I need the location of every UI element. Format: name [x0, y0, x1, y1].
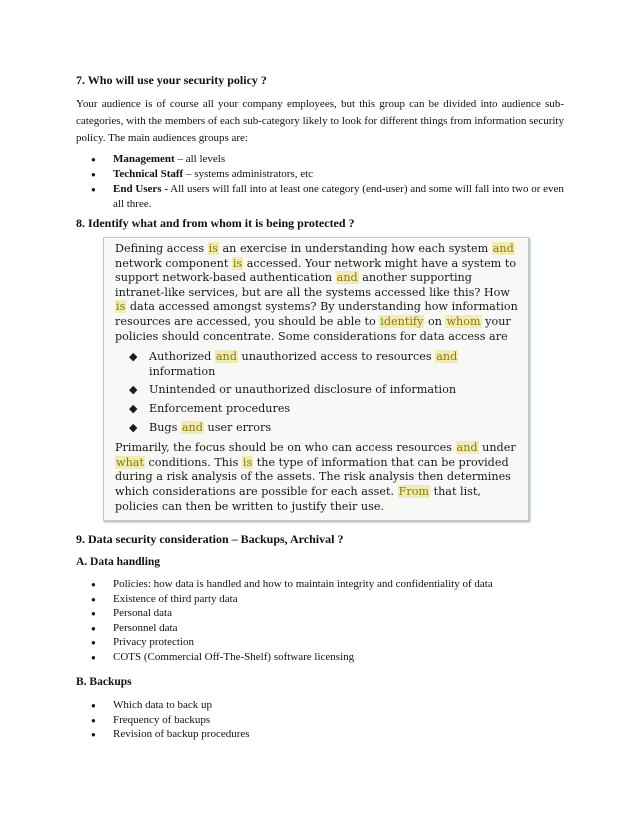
highlighted-keyword: and: [215, 350, 237, 364]
highlighted-keyword: whom: [446, 314, 481, 328]
list-item: ● COTS (Commercial Off-The-Shelf) software licensing: [0, 650, 493, 665]
excerpt-list-item: ◆ Authorized and unauthorized access to resources and information: [115, 350, 522, 379]
list-item: ● End Users - All users will fall into at least one category (end-user) and some will fall into two or even all three.: [0, 182, 565, 212]
highlighted-keyword: From: [398, 484, 430, 498]
excerpt-paragraph-1: Defining access is an exercise in understanding how each system and network component is accessed. Your network might have a system to support network-based authentication and another supporting intranet-like services, but are all the systems accessed like this? How is data accessed amongst systems? By understanding how information resources are accessed, you should be able to identify on whom your policies should concentrate. Some considerations for data access are: [115, 242, 518, 343]
section-7-heading: 7. Who will use your security policy ?: [76, 73, 267, 87]
list-item: ● Revision of backup procedures: [0, 727, 250, 742]
excerpt-list-item: ◆ Bugs and user errors: [115, 421, 522, 436]
list-item: ● Frequency of backups: [0, 713, 250, 728]
highlighted-keyword: and: [336, 271, 358, 285]
excerpt-list-item: ◆ Unintended or unauthorized disclosure of information: [115, 383, 522, 398]
list-item: ● Personnel data: [0, 621, 493, 636]
highlighted-keyword: and: [456, 441, 478, 455]
subsection-a-heading: A. Data handling: [76, 556, 161, 568]
highlighted-keyword: and: [181, 420, 203, 434]
list-item: ● Personal data: [0, 606, 493, 621]
list-item: ● Privacy protection: [0, 635, 493, 650]
backups-list: [0, 698, 250, 742]
list-item: ● Which data to back up: [0, 698, 250, 713]
excerpt-list-item: ◆ Enforcement procedures: [115, 402, 522, 417]
highlighted-keyword: and: [436, 350, 458, 364]
highlighted-keyword: identify: [380, 314, 424, 328]
subsection-b-heading: B. Backups: [76, 676, 132, 688]
highlighted-keyword: is: [242, 455, 253, 469]
section-9-heading: 9. Data security consideration – Backups, Archival ?: [76, 532, 344, 546]
section-7-paragraph: Your audience is of course all your company employees, but this group can be divided into audience sub-categories, with the members of each sub-category likely to look for different things from information security policy. The main audiences groups are:: [76, 98, 564, 144]
list-item: ● Policies: how data is handled and how to maintain integrity and confidentiality of data: [0, 577, 493, 592]
section-8-heading: 8. Identify what and from whom it is being protected ?: [76, 216, 355, 230]
highlighted-keyword: what: [116, 455, 144, 469]
data-handling-list: [0, 577, 493, 664]
highlighted-keyword: is: [232, 256, 243, 270]
audience-list: [0, 152, 565, 212]
list-item: ● Management – all levels: [0, 152, 565, 167]
list-item: ● Technical Staff – systems administrators, etc: [0, 167, 565, 182]
highlighted-keyword: and: [492, 242, 514, 255]
highlighted-keyword: is: [208, 242, 218, 255]
excerpt-considerations-list: [115, 350, 522, 435]
highlighted-keyword: is: [116, 300, 126, 314]
list-item: ● Existence of third party data: [0, 592, 493, 607]
book-excerpt-box: [103, 237, 529, 521]
excerpt-paragraph-2: Primarily, the focus should be on who can access resources and under what conditions. This is the type of information that can be provided during a risk analysis of the assets. The risk analysis then determines which considerations are possible for each asset. From that list, policies can then be written to justify their use.: [115, 441, 516, 513]
